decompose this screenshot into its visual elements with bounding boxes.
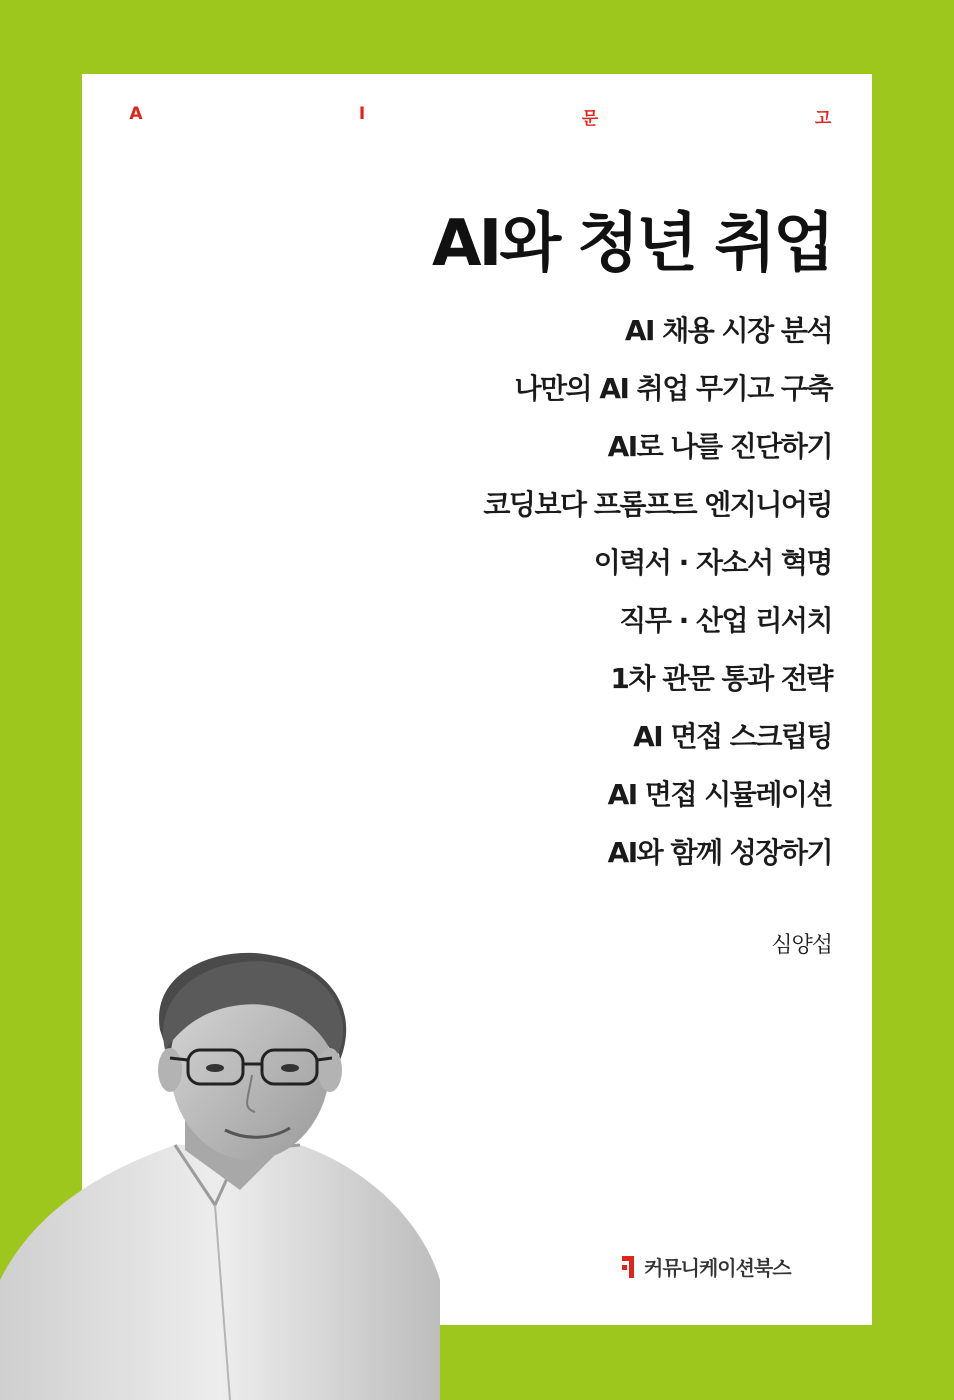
toc-item: 나만의 AI 취업 무기고 구축 <box>514 372 832 405</box>
toc-item: 이력서 · 자소서 혁명 <box>593 546 832 579</box>
publisher-name: 커뮤니케이션북스 <box>644 1256 791 1280</box>
toc-item: AI로 나를 진단하기 <box>607 430 832 463</box>
toc-item: AI 면접 시뮬레이션 <box>607 778 832 811</box>
series-letter: 문 <box>581 109 599 129</box>
toc-item: AI 채용 시장 분석 <box>624 314 832 347</box>
series-letter: I <box>358 104 366 124</box>
publisher-mark-icon <box>620 1254 638 1280</box>
series-label <box>0 104 954 128</box>
toc-item: AI 면접 스크립팅 <box>633 720 832 753</box>
toc-item: 코딩보다 프롬프트 엔지니어링 <box>483 488 832 521</box>
series-letter: A <box>129 104 143 124</box>
author-photo <box>0 940 440 1400</box>
toc-item: 직무 · 산업 리서치 <box>619 604 832 637</box>
series-letter: 고 <box>814 109 832 129</box>
toc-item: 1차 관문 통과 전략 <box>610 662 832 695</box>
author-name: 심양섭 <box>771 933 832 958</box>
table-of-contents <box>483 308 832 888</box>
toc-item: AI와 함께 성장하기 <box>607 836 832 869</box>
publisher-logo <box>620 1252 791 1281</box>
book-title: AI와 청년 취업 <box>431 207 832 281</box>
